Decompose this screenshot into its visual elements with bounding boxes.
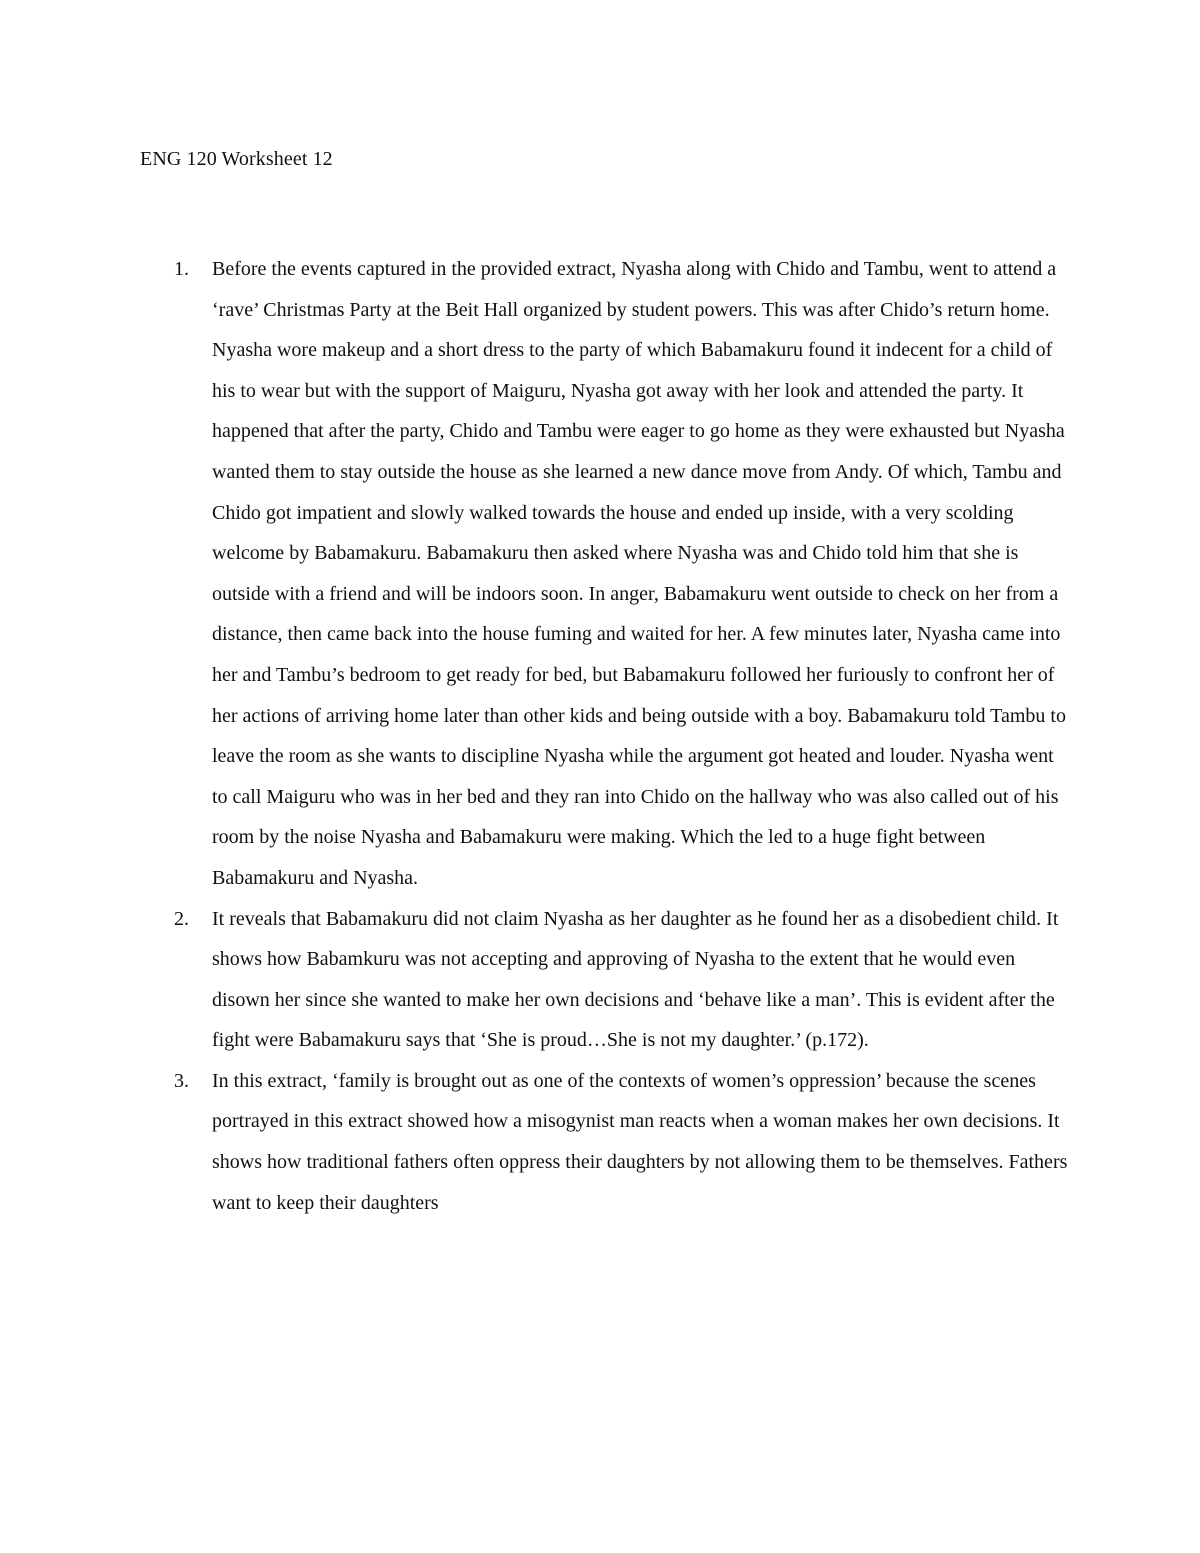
answer-text: Before the events captured in the provided extract, Nyasha along with Chido and Tambu, went to attend a ‘rave’ Christmas Party at the Beit Hall organized by student powers. This was after Chido’s return home. Nyasha wore makeup and a short dress to the party of which Babamakuru found it indecent for a child of his to wear but with the support of Maiguru, Nyasha got away with her look and attended the party. It happened that after the party, Chido and Tambu were eager to go home as they were exhausted but Nyasha wanted them to stay outside the house as she learned a new dance move from Andy. Of which, Tambu and Chido got impatient and slowly walked towards the house and ended up inside, with a very scolding welcome by Babamakuru. Babamakuru then asked where Nyasha was and Chido told him that she is outside with a friend and will be indoors soon. In anger, Babamakuru went outside to check on her from a distance, then came back into the house fuming and waited for her. A few minutes later, Nyasha came into her and Tambu’s bedroom to get ready for bed, but Babamakuru followed her furiously to confront her of her actions of arriving home later than other kids and being outside with a boy. Babamakuru told Tambu to leave the room as she wants to discipline Nyasha while the argument got heated and louder. Nyasha went to call Maiguru who was in her bed and they ran into Chido on the hallway who was also called out of his room by the noise Nyasha and Babamakuru were making. Which the led to a huge fight between Babamakuru and Nyasha.	[212, 258, 1066, 889]
answer-number: 1.	[174, 258, 189, 280]
answer-text: In this extract, ‘family is brought out as one of the contexts of women’s oppression’ because the scenes portrayed in this extract showed how a misogynist man reacts when a woman makes her own decisions. It shows how traditional fathers often oppress their daughters by not allowing them to be themselves. Fathers want to keep their daughters	[212, 1069, 1068, 1214]
answer-number: 2.	[174, 907, 189, 930]
answer-item-2	[140, 899, 1072, 1061]
answer-number: 3.	[174, 1069, 189, 1092]
answer-list	[140, 249, 1072, 1223]
document-title: ENG 120 Worksheet 12	[140, 148, 333, 170]
answer-item-3	[140, 1061, 1072, 1223]
answer-item-1	[140, 249, 1072, 899]
answer-text: It reveals that Babamakuru did not claim Nyasha as her daughter as he found her as a disobedient child. It shows how Babamkuru was not accepting and approving of Nyasha to the extent that he would even disown her since she wanted to make her own decisions and ‘behave like a man’. This is evident after the fight were Babamakuru says that ‘She is proud…She is not my daughter.’ (p.172).	[212, 907, 1059, 1052]
